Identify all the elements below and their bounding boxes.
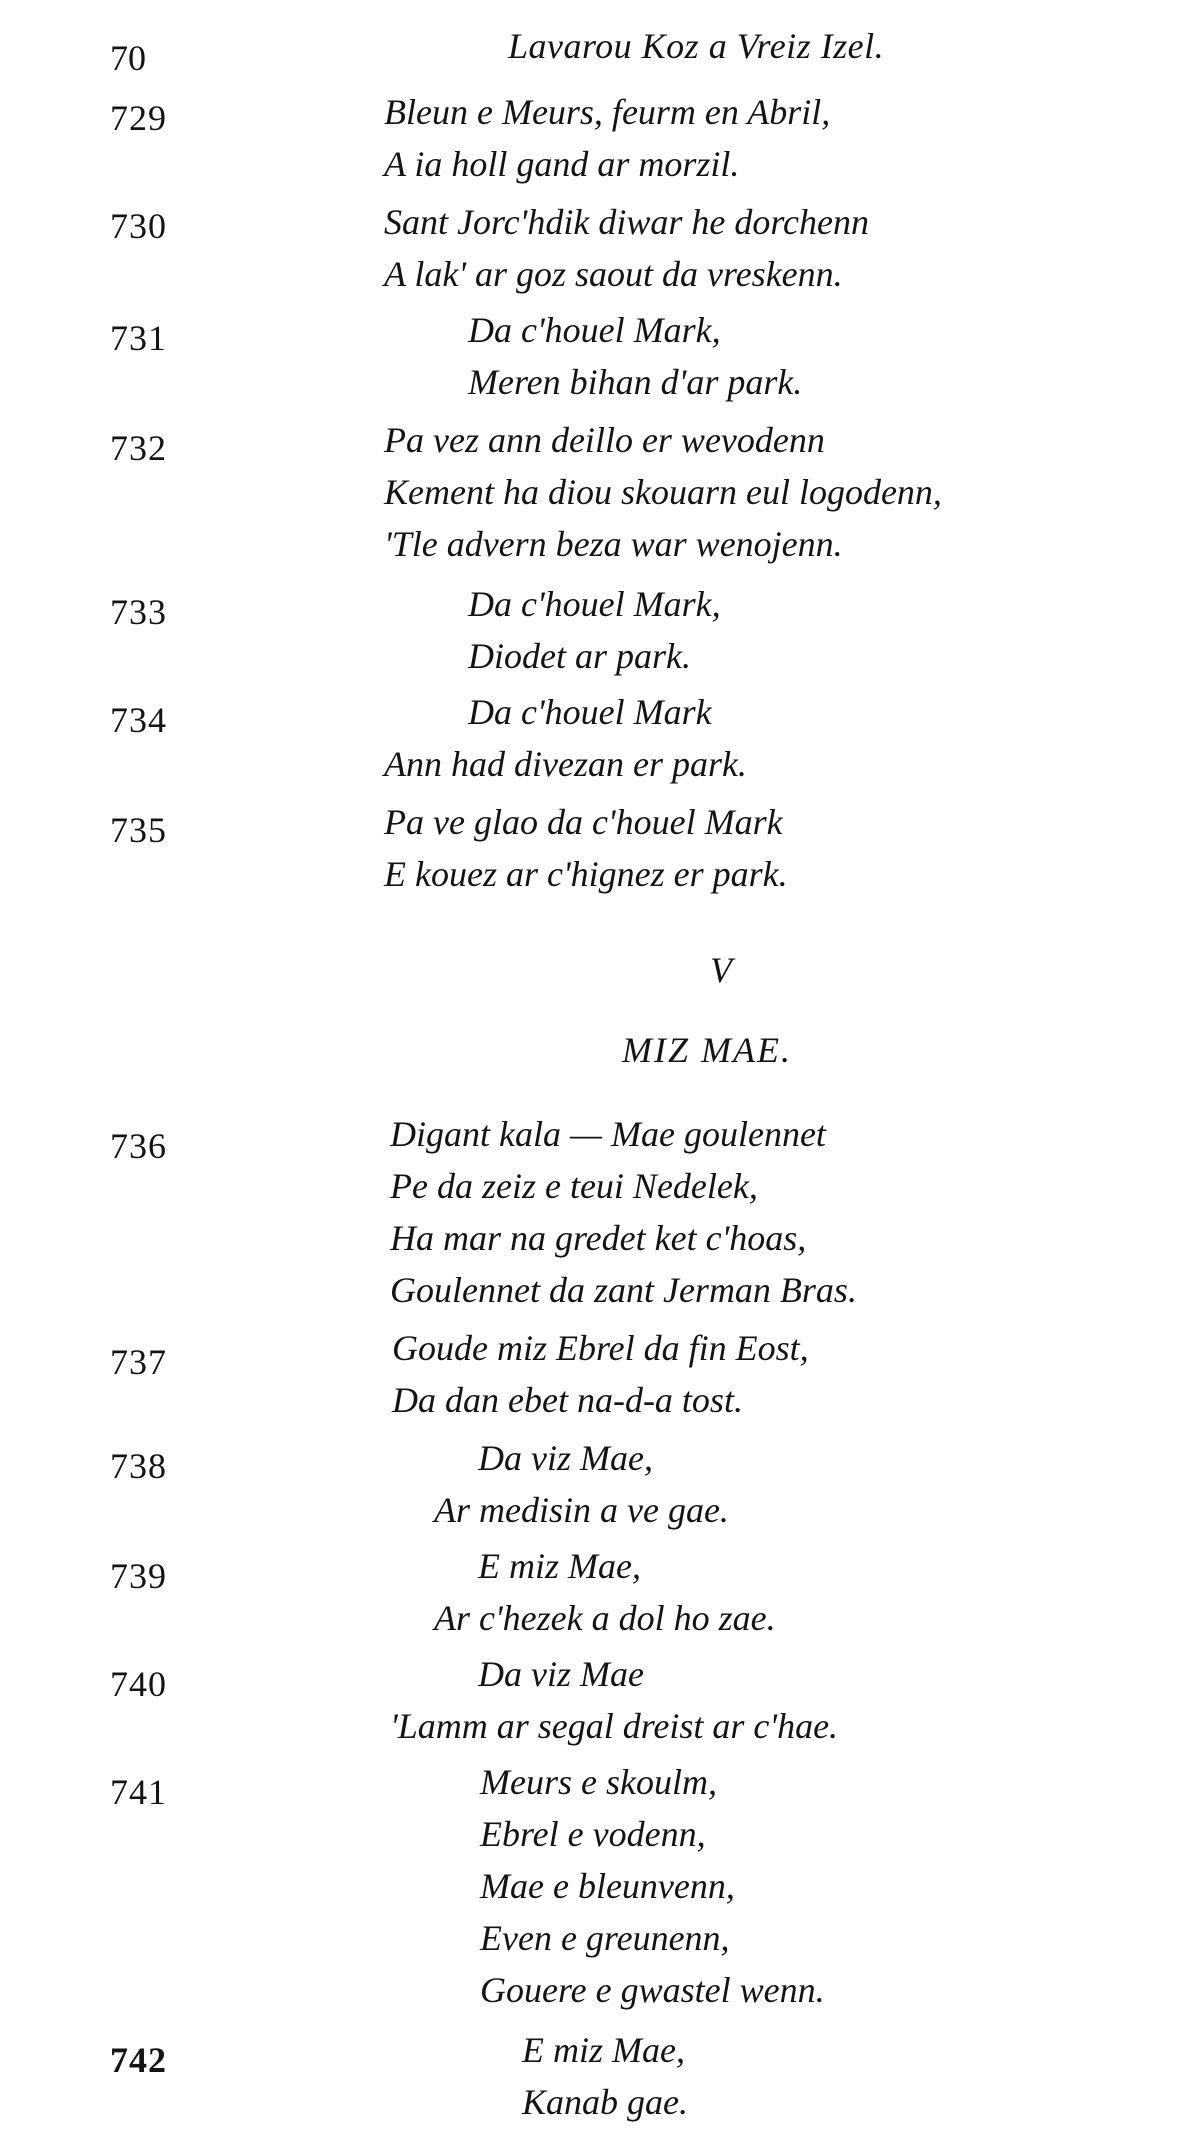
verse-line: Diodet ar park. xyxy=(468,636,691,676)
verse-line: Sant Jorc'hdik diwar he dorchenn xyxy=(384,202,869,242)
proverb-text xyxy=(384,414,942,570)
proverb-text xyxy=(390,1648,838,1752)
proverb-number: 732 xyxy=(110,428,167,468)
verse-line: Even e greunenn, xyxy=(480,1918,730,1958)
verse-line: 'Lamm ar segal dreist ar c'hae. xyxy=(390,1706,839,1746)
verse-line: Meren bihan d'ar park. xyxy=(468,362,803,402)
proverb-number: 736 xyxy=(110,1126,167,1166)
verse-line: Da viz Mae, xyxy=(478,1438,653,1478)
verse-line: Pe da zeiz e teui Nedelek, xyxy=(390,1166,758,1206)
verse-line: A lak' ar goz saout da vreskenn. xyxy=(384,254,843,294)
verse-line: Ann had divezan er park. xyxy=(384,744,747,784)
verse-line: Goude miz Ebrel da fin Eost, xyxy=(392,1328,809,1368)
verse-line: Pa vez ann deillo er wevodenn xyxy=(384,420,825,460)
proverb-number: 742 xyxy=(110,2040,167,2080)
proverb-number: 729 xyxy=(110,98,167,138)
proverb-number: 738 xyxy=(110,1446,167,1486)
proverb-number: 731 xyxy=(110,318,167,358)
verse-line: E miz Mae, xyxy=(522,2030,685,2070)
proverb-text xyxy=(384,196,869,300)
proverb-text xyxy=(468,578,721,682)
running-title: Lavarou Koz a Vreiz Izel. xyxy=(508,26,885,66)
verse-line: Digant kala — Mae goulennet xyxy=(390,1114,826,1154)
page-number: 70 xyxy=(110,38,146,78)
verse-line: 'Tle advern beza war wenojenn. xyxy=(384,524,843,564)
proverb-text xyxy=(384,686,747,790)
verse-line: Da dan ebet na-d-a tost. xyxy=(392,1380,743,1420)
proverb-text xyxy=(522,2024,688,2128)
verse-line: Ar c'hezek a dol ho zae. xyxy=(434,1598,776,1638)
proverb-text xyxy=(468,304,802,408)
verse-line: Ar medisin a ve gae. xyxy=(434,1490,729,1530)
verse-line: A ia holl gand ar morzil. xyxy=(384,144,740,184)
verse-line: Da c'houel Mark, xyxy=(468,584,721,624)
section-numeral: V xyxy=(710,950,733,990)
proverb-number: 730 xyxy=(110,206,167,246)
proverb-number: 735 xyxy=(110,810,167,850)
proverb-number: 733 xyxy=(110,592,167,632)
section-title: MIZ MAE. xyxy=(622,1030,792,1070)
verse-line: Mae e bleunvenn, xyxy=(480,1866,735,1906)
proverb-text xyxy=(434,1432,729,1536)
proverb-text xyxy=(390,1108,857,1316)
verse-line: Da c'houel Mark xyxy=(468,692,712,732)
verse-line: Da viz Mae xyxy=(478,1654,644,1694)
proverb-text xyxy=(480,1756,825,2016)
verse-line: Ebrel e vodenn, xyxy=(480,1814,706,1854)
proverb-number: 737 xyxy=(110,1342,167,1382)
proverb-number: 741 xyxy=(110,1772,167,1812)
verse-line: Bleun e Meurs, feurm en Abril, xyxy=(384,92,831,132)
verse-line: E miz Mae, xyxy=(478,1546,641,1586)
verse-line: Ha mar na gredet ket c'hoas, xyxy=(390,1218,807,1258)
verse-line: Meurs e skoulm, xyxy=(480,1762,717,1802)
proverb-number: 734 xyxy=(110,700,167,740)
verse-line: E kouez ar c'hignez er park. xyxy=(384,854,788,894)
verse-line: Goulennet da zant Jerman Bras. xyxy=(390,1270,857,1310)
verse-line: Da c'houel Mark, xyxy=(468,310,721,350)
verse-line: Gouere e gwastel wenn. xyxy=(480,1970,825,2010)
proverb-text xyxy=(434,1540,776,1644)
verse-line: Pa ve glao da c'houel Mark xyxy=(384,802,783,842)
proverb-number: 740 xyxy=(110,1664,167,1704)
proverb-text xyxy=(384,86,830,190)
proverb-text xyxy=(384,796,788,900)
verse-line: Kanab gae. xyxy=(522,2082,688,2122)
verse-line: Kement ha diou skouarn eul logodenn, xyxy=(384,472,942,512)
proverb-number: 739 xyxy=(110,1556,167,1596)
proverb-text xyxy=(392,1322,809,1426)
